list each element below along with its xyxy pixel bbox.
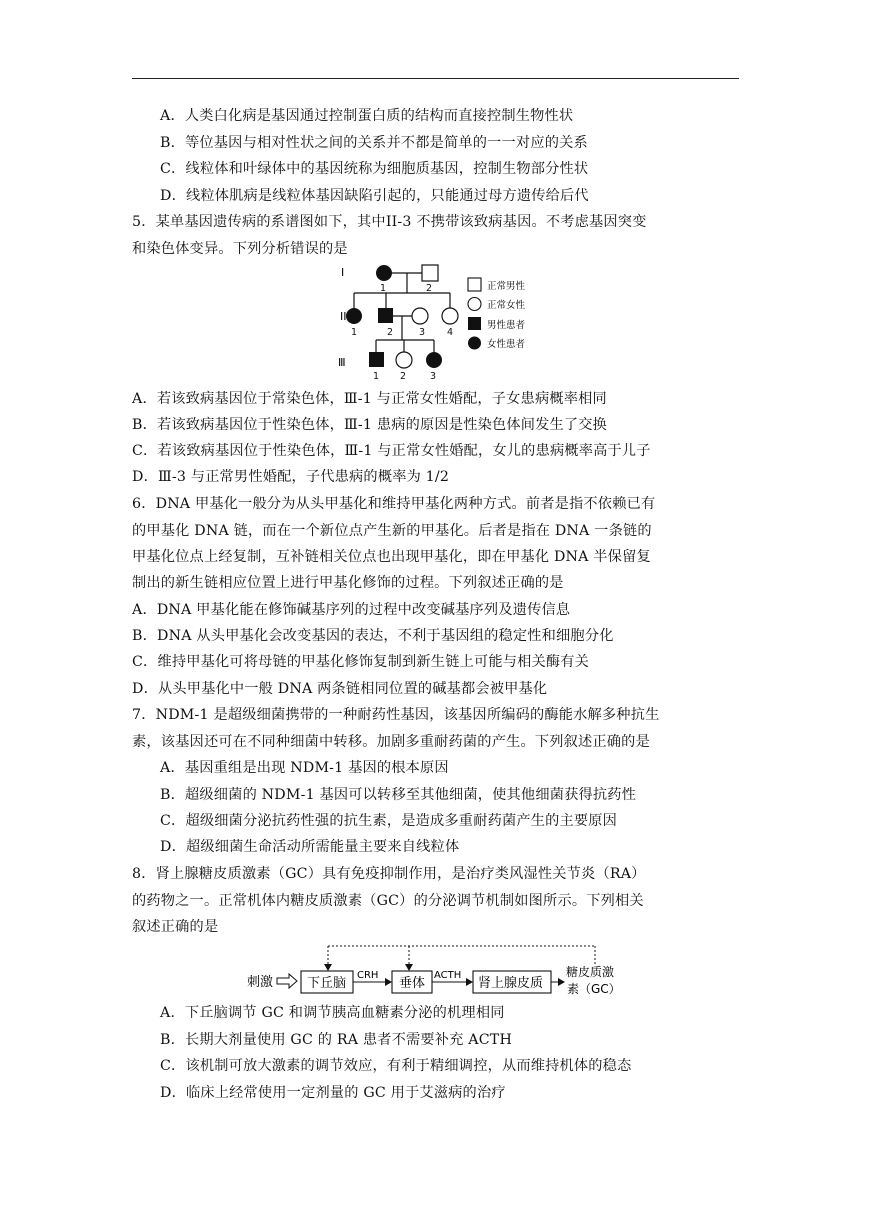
- pedigree-II-3-normal-female: [412, 308, 428, 324]
- q7-option-d: D．超级细菌生命活动所需能量主要来自线粒体: [160, 839, 460, 855]
- legend-normal-male-symbol: [468, 278, 481, 291]
- q4-option-a: A．人类白化病是基因通过控制蛋白质的结构而直接控制生物性状: [160, 108, 574, 124]
- crh-label: CRH: [357, 970, 379, 981]
- q6-option-a: A．DNA 甲基化能在修饰碱基序列的过程中改变碱基序列及遗传信息: [132, 602, 571, 618]
- q6-stem-line-1: 6．DNA 甲基化一般分为从头甲基化和维持甲基化两种方式。前者是指不依赖已有: [132, 496, 656, 512]
- q6-option-d: D．从头甲基化中一般 DNA 两条链相同位置的碱基都会被甲基化: [132, 681, 548, 697]
- III-1-number: 1: [373, 371, 380, 382]
- pedigree-III-3-affected-female: [426, 352, 442, 368]
- II-1-number: 1: [351, 327, 358, 338]
- gen-label-III: Ⅲ: [338, 356, 346, 369]
- III-2-number: 2: [400, 371, 407, 382]
- pedigree-II-1-affected-female: [346, 308, 362, 324]
- q4-option-b: B．等位基因与相对性状之间的关系并不都是简单的一一对应的关系: [160, 135, 588, 151]
- pedigree-I-2-normal-male: [422, 265, 438, 281]
- II-4-number: 4: [447, 327, 454, 338]
- q6-stem-line-4: 制出的新生链相应位置上进行甲基化修饰的过程。下列叙述正确的是: [132, 575, 564, 591]
- legend-normal-male-label: 正常男性: [487, 281, 526, 292]
- q8-option-c: C．该机制可放大激素的调节效应，有利于精细调控，从而维持机体的稳态: [160, 1058, 632, 1074]
- q7-option-b: B．超级细菌的 NDM-1 基因可以转移至其他细菌，使其他细菌获得抗药性: [160, 787, 637, 803]
- II-3-number: 3: [419, 327, 426, 338]
- stimulus-label: 刺激: [247, 975, 274, 990]
- adrenal-cortex-label: 肾上腺皮质: [478, 976, 544, 991]
- stimulus-arrow: [277, 974, 297, 988]
- hypothalamus-label: 下丘脑: [307, 976, 347, 991]
- q4-option-c: C．线粒体和叶绿体中的基因统称为细胞质基因，控制生物部分性状: [160, 161, 589, 177]
- pedigree-II-4-normal-female: [442, 308, 458, 324]
- legend-affected-male-label: 男性患者: [487, 320, 526, 331]
- III-3-number: 3: [430, 371, 437, 382]
- II-2-number: 2: [387, 327, 394, 338]
- q6-stem-line-2: 的甲基化 DNA 链，而在一个新位点产生新的甲基化。后者是指在 DNA 一条链的: [132, 523, 652, 539]
- pedigree-III-1-affected-male: [369, 352, 384, 367]
- gen-label-II: II: [340, 310, 347, 323]
- acth-label: ACTH: [434, 970, 462, 981]
- q5-stem-line-1: 5．某单基因遗传病的系谱图如下，其中II-3 不携带该致病基因。不考虑基因突变: [132, 214, 647, 230]
- gc-output-line-1: 糖皮质激: [566, 965, 615, 979]
- pedigree-II-2-affected-male: [378, 308, 393, 323]
- legend-affected-female-label: 女性患者: [487, 339, 526, 350]
- q6-stem-line-3: 甲基化位点上经复制，互补链相关位点也出现甲基化，即在甲基化 DNA 半保留复: [132, 549, 651, 565]
- pedigree-I-1-affected-female: [376, 265, 392, 281]
- legend-affected-male-symbol: [468, 317, 481, 330]
- q4-option-d: D．线粒体肌病是线粒体基因缺陷引起的，只能通过母方遗传给后代: [160, 188, 589, 204]
- q5-option-d: D．Ⅲ-3 与正常男性婚配，子代患病的概率为 1/2: [132, 469, 450, 485]
- legend-normal-female-label: 正常女性: [487, 300, 526, 311]
- q5-stem-line-2: 和染色体变异。下列分析错误的是: [132, 241, 348, 257]
- q6-option-b: B．DNA 从头甲基化会改变基因的表达，不利于基因组的稳定性和细胞分化: [132, 628, 614, 644]
- q8-stem-line-2: 的药物之一。正常机体内糖皮质激素（GC）的分泌调节机制如图所示。下列相关: [132, 893, 644, 909]
- gc-output-line-2: 素（GC）: [567, 982, 621, 996]
- I-2-number: 2: [426, 283, 433, 294]
- q5-option-a: A．若该致病基因位于常染色体，Ⅲ-1 与正常女性婚配，子女患病概率相同: [132, 391, 607, 407]
- q8-option-b: B．长期大剂量使用 GC 的 RA 患者不需要补充 ACTH: [160, 1032, 513, 1048]
- legend-normal-female-symbol: [468, 298, 481, 311]
- q7-stem-line-1: 7．NDM-1 是超级细菌携带的一种耐药性基因，该基因所编码的酶能水解多种抗生: [132, 707, 660, 723]
- pedigree-III-2-normal-female: [396, 352, 412, 368]
- pedigree-chart: [330, 260, 550, 384]
- q5-option-c: C．若该致病基因位于性染色体，Ⅲ-1 与正常女性婚配，女儿的患病概率高于儿子: [132, 443, 651, 459]
- q7-stem-line-2: 素，该基因还可在不同种细菌中转移。加剧多重耐药菌的产生。下列叙述正确的是: [132, 734, 650, 750]
- header-rule: [132, 78, 739, 79]
- q8-stem-line-1: 8．肾上腺糖皮质激素（GC）具有免疫抑制作用，是治疗类风湿性关节炎（RA）: [132, 866, 646, 882]
- q5-option-b: B．若该致病基因位于性染色体，Ⅲ-1 患病的原因是性染色体间发生了交换: [132, 417, 608, 433]
- q7-option-a: A．基因重组是出现 NDM-1 基因的根本原因: [160, 760, 449, 776]
- q6-option-c: C．维持甲基化可将母链的甲基化修饰复制到新生链上可能与相关酶有关: [132, 654, 590, 670]
- q8-stem-line-3: 叙述正确的是: [132, 919, 219, 935]
- gc-regulation-diagram: [245, 940, 645, 1002]
- gen-label-I: I: [341, 266, 345, 279]
- I-1-number: 1: [380, 283, 387, 294]
- pituitary-label: 垂体: [399, 976, 426, 991]
- q8-option-d: D．临床上经常使用一定剂量的 GC 用于艾滋病的治疗: [160, 1085, 506, 1101]
- q7-option-c: C．超级细菌分泌抗药性强的抗生素，是造成多重耐药菌产生的主要原因: [160, 813, 618, 829]
- q8-option-a: A．下丘脑调节 GC 和调节胰高血糖素分泌的机理相同: [160, 1005, 505, 1021]
- legend-affected-female-symbol: [468, 337, 481, 350]
